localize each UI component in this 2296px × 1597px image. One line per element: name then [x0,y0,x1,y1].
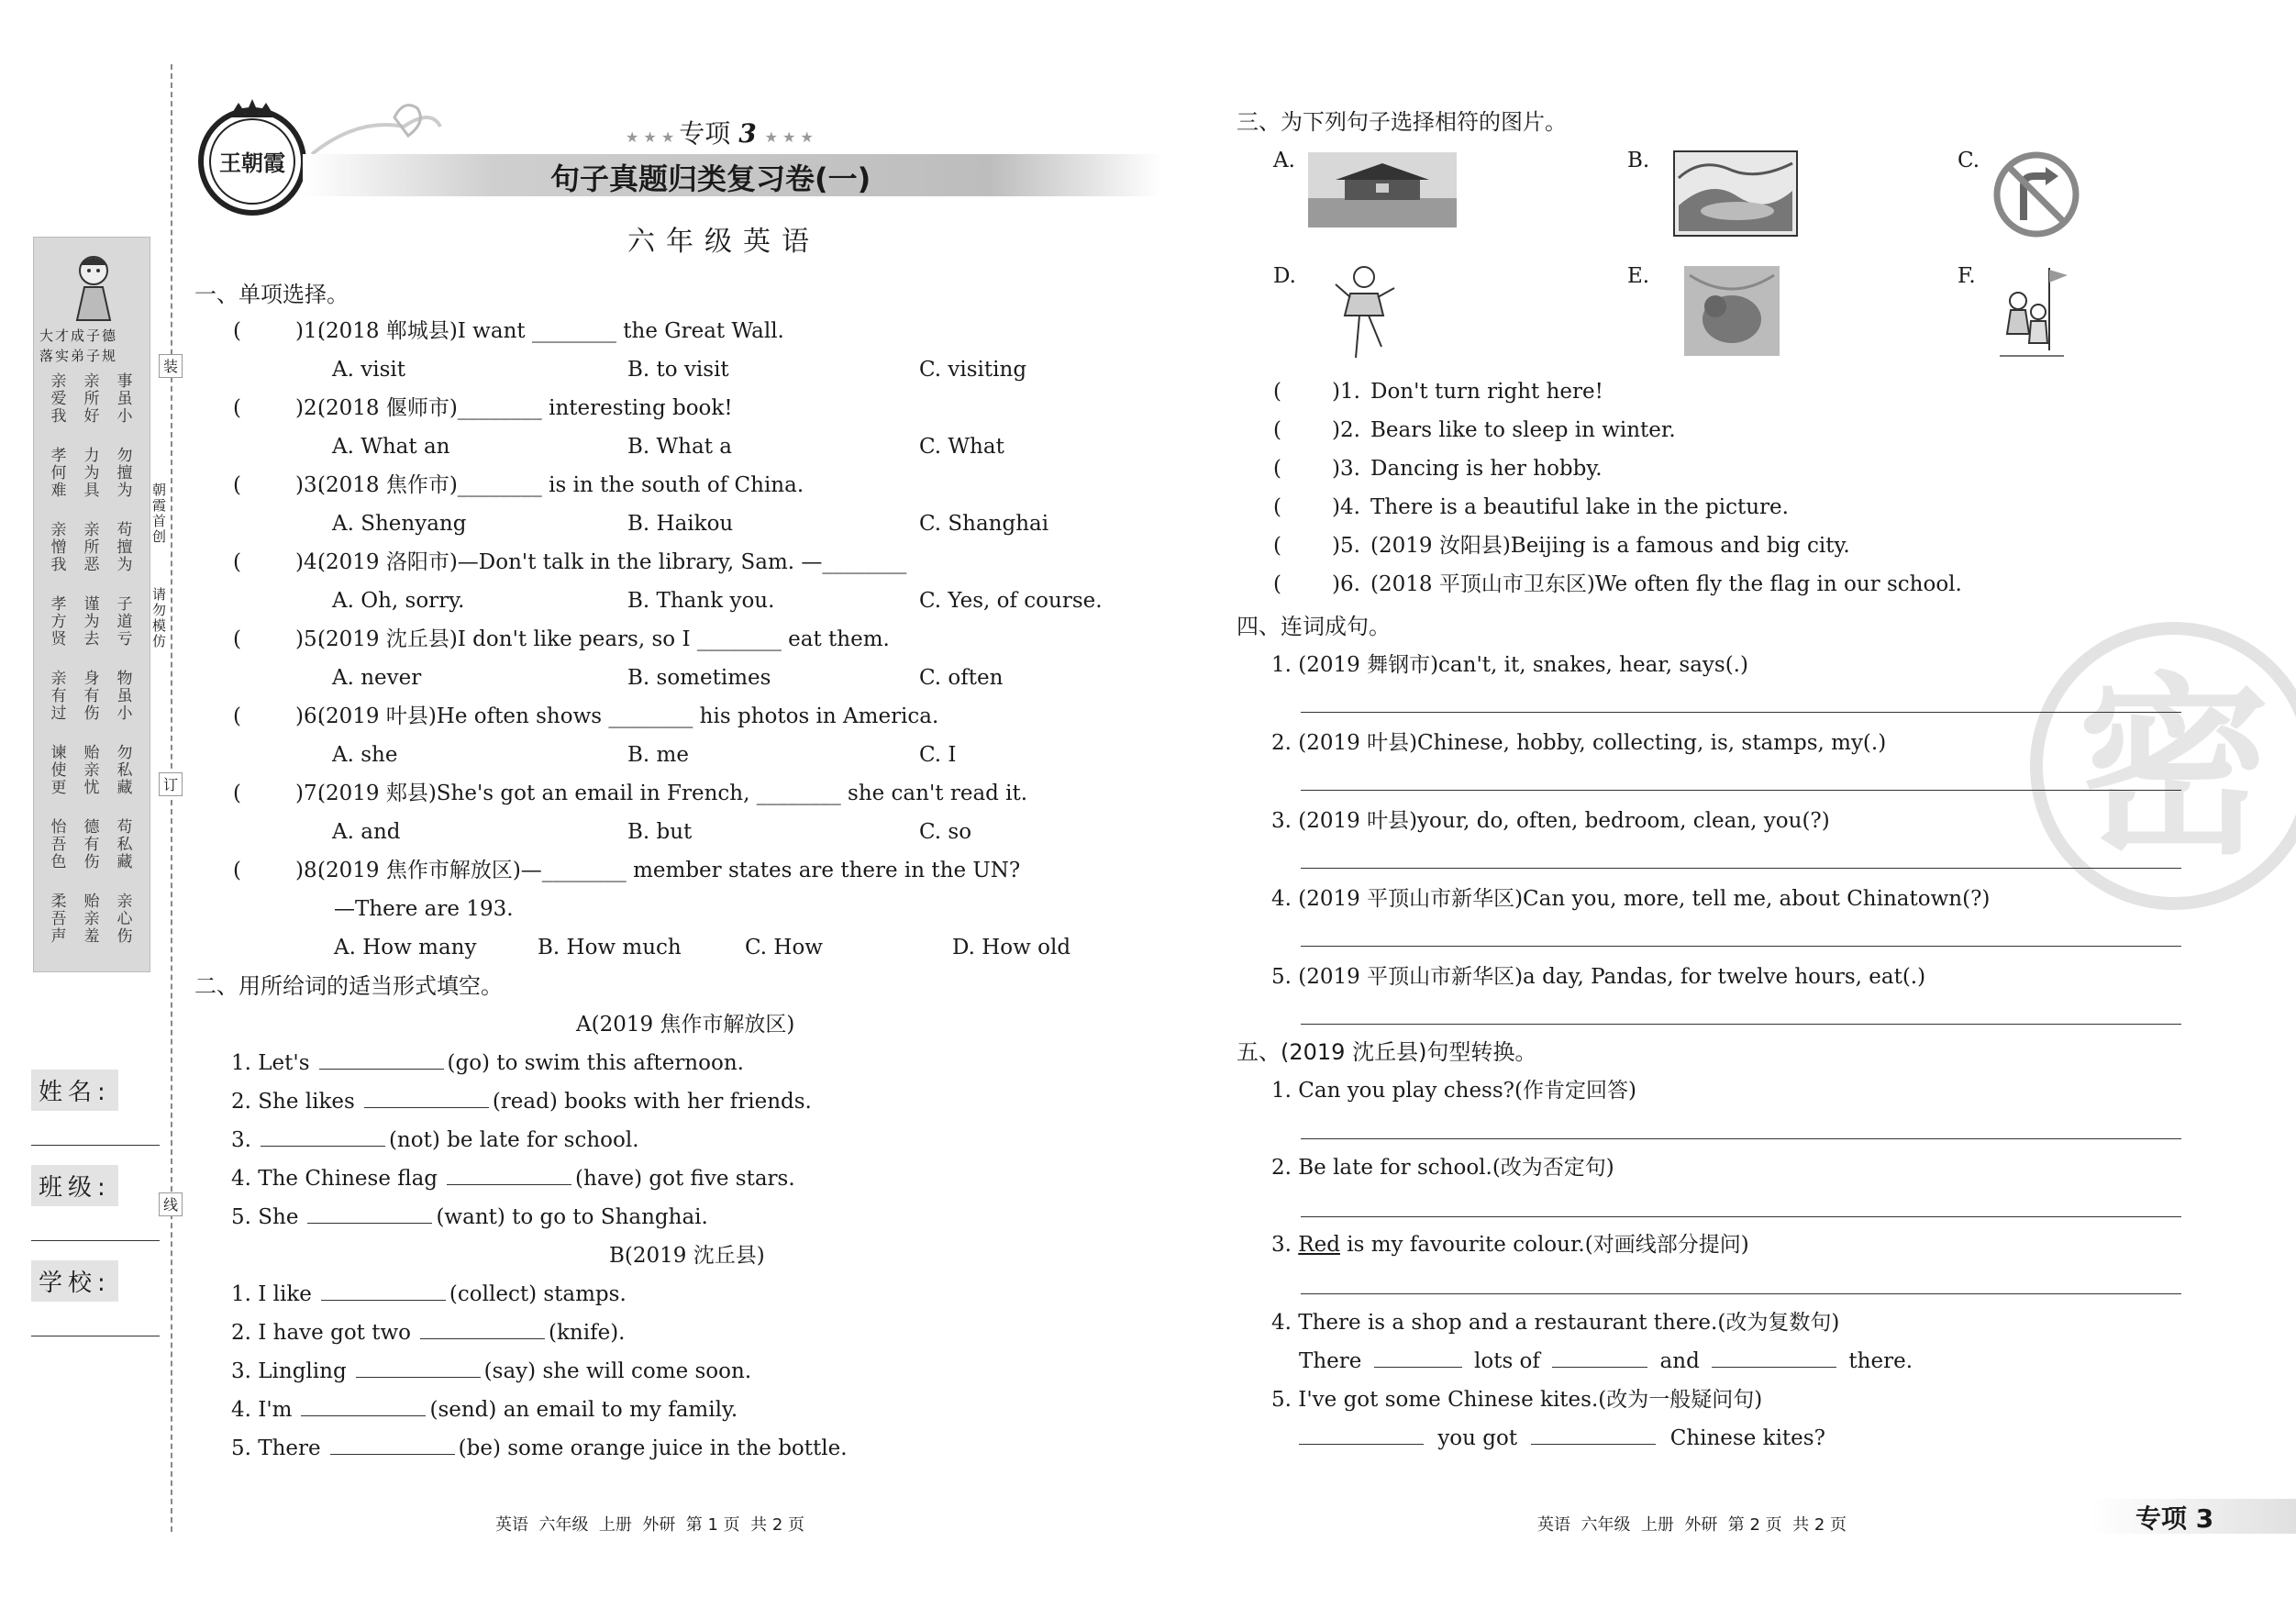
answer-paren[interactable]: ( [233,627,241,651]
page-title: 句子真题归类复习卷(一) [550,161,871,196]
answer-paren[interactable]: ( [1273,495,1281,519]
question-text: (2019 郏县)She's got an email in French, ________ she can't read it. [317,782,1028,805]
fill-blank[interactable] [321,1300,446,1301]
question-number: )1. [295,319,324,343]
option[interactable]: B. How much [538,936,682,959]
poem-column: 子道亏 [116,595,133,649]
poem-column: 亲憎我 [50,521,67,574]
option[interactable]: A. What an [332,435,450,459]
section1-heading: 一、单项选择。 [194,282,349,307]
fill-blank-item [231,1049,744,1077]
section5-q2-answer-line[interactable] [1301,1216,2181,1217]
poem-column: 孝何难 [50,447,67,500]
fill-post: (have) got five stars. [575,1167,795,1191]
picture-letter-d: D. [1273,264,1296,288]
warn-text: 朝霞首创 [152,482,167,545]
poem-column: 德有伤 [83,818,100,871]
question-text: (2018 偃师市)________ interesting book! [317,396,733,420]
fill-blank-item [231,1435,848,1462]
answer-paren[interactable]: ( [1273,418,1281,442]
sidebar-panel [33,237,150,972]
poem-column: 亲爱我 [50,372,67,426]
word-order-item: 2. (2019 叶县)Chinese, hobby, collecting, is, stamps, my(.) [1271,731,1887,755]
answer-paren[interactable]: ( [233,782,241,805]
picture-letter-c: C. [1958,149,1980,172]
q4-word-2: lots of [1474,1349,1540,1373]
question-number: )4. [1332,495,1360,519]
fill-pre: 4. The Chinese flag [231,1167,438,1191]
tiananmen-photo-icon [1308,152,1457,227]
fill-post: (go) to swim this afternoon. [447,1051,744,1075]
option[interactable]: A. and [332,820,401,844]
section5-q3-rest: is my favourite colour.(对画线部分提问) [1347,1233,1749,1257]
question-number: )5. [1332,534,1360,558]
question-number: )8. [295,859,324,882]
fill-blank[interactable] [330,1454,455,1455]
q4-blank-3[interactable] [1712,1367,1836,1368]
option[interactable]: C. visiting [919,358,1027,382]
word-order-item: 5. (2019 平顶山市新华区)a day, Pandas, for twelve hours, eat(.) [1271,965,1926,989]
section2-heading: 二、用所给词的适当形式填空。 [194,973,503,999]
section5-q5-answer [1299,1425,1825,1452]
poem-column: 事虽小 [116,372,133,426]
fill-blank[interactable] [356,1377,481,1378]
poem-column: 勿私藏 [116,744,133,797]
fill-blank-item [231,1203,708,1231]
q4-blank-2[interactable] [1552,1367,1647,1368]
school-label: 学校: [31,1260,118,1302]
option[interactable]: C. What [919,435,1004,459]
answer-paren[interactable]: ( [233,704,241,728]
cut-mark-3: 线 [159,1192,183,1216]
fill-pre: 2. I have got two [231,1321,411,1345]
word-order-answer-line[interactable] [1301,946,2181,947]
answer-paren[interactable]: ( [233,396,241,420]
secret-watermark [2018,615,2296,917]
answer-paren[interactable]: ( [1273,380,1281,404]
option[interactable]: C. How [745,936,823,959]
section5-q3-underlined: Red [1298,1233,1340,1257]
fill-pre: 5. There [231,1436,321,1460]
fill-blank-item [231,1088,812,1115]
question-number: )6. [1332,572,1360,596]
question-text: (2019 汝阳县)Beijing is a famous and big city. [1370,534,1850,558]
fill-post: (be) some orange juice in the bottle. [458,1436,848,1460]
question-number: )5. [295,627,324,651]
option[interactable]: A. Oh, sorry. [332,589,465,613]
fill-pre: 2. She likes [231,1090,355,1114]
section5-q3-answer-line[interactable] [1301,1293,2181,1294]
question-number: )7. [295,782,324,805]
poem-column: 谏使更 [50,744,67,797]
picture-letter-e: E. [1627,264,1650,288]
sleeping-bear-icon [1684,266,1780,356]
q5-word-1: you got [1437,1426,1518,1450]
question-text: (2018 平顶山市卫东区)We often fly the flag in our school. [1370,572,1962,596]
fill-post: (not) be late for school. [388,1128,639,1152]
question-text: (2018 焦作市)________ is in the south of China. [317,473,804,497]
fill-pre: 5. She [231,1205,299,1229]
poem-column: 苟擅为 [116,521,133,574]
fill-post: (collect) stamps. [449,1282,627,1306]
question-text: Don't turn right here! [1370,380,1603,404]
poem-column: 贻亲羞 [83,893,100,946]
question-text: Bears like to sleep in winter. [1370,418,1676,442]
fill-blank-item [231,1126,639,1154]
dancing-girl-icon [1330,262,1398,363]
footer-left: 英语 六年级 上册 外研 第 1 页 共 2 页 [495,1515,805,1535]
option[interactable]: A. never [332,666,422,690]
fill-post: (read) books with her friends. [492,1090,812,1114]
picture-letter-b: B. [1627,149,1650,172]
word-order-item: 1. (2019 舞钢市)can't, it, snakes, hear, says(.) [1271,653,1748,677]
question-text: (2019 焦作市解放区)—________ member states are there in the UN? [317,859,1021,882]
poem-column: 亲所恶 [83,521,100,574]
section5-q3-num: 3. [1271,1233,1292,1257]
svg-text:密: 密 [2077,656,2271,881]
q4-blank-1[interactable] [1374,1367,1462,1368]
answer-paren[interactable]: ( [233,859,241,882]
poem-column: 怡吾色 [50,818,67,871]
option[interactable]: B. Haikou [627,512,734,536]
fill-pre: 1. I like [231,1282,312,1306]
question-text: (2019 洛阳市)—Don't talk in the library, Sam. —________ [317,550,907,574]
lake-photo-icon [1673,150,1798,237]
svg-text:王朝霞: 王朝霞 [219,150,285,176]
section5-q1: 1. Can you play chess?(作肯定回答) [1271,1079,1636,1103]
word-order-answer-line[interactable] [1301,868,2181,869]
fill-post: (want) to go to Shanghai. [436,1205,708,1229]
fill-blank-item [231,1165,795,1192]
fill-blank[interactable] [364,1107,489,1108]
poem-column: 柔吾声 [50,893,67,946]
question-number: )3. [1332,457,1360,481]
q5-blank-1[interactable] [1299,1444,1424,1445]
option[interactable]: A. How many [334,936,477,959]
word-order-answer-line[interactable] [1301,790,2181,791]
option[interactable]: C. I [919,743,957,767]
question-text-2: —There are 193. [334,897,514,921]
class-field[interactable] [31,1240,160,1241]
option[interactable]: D. How old [952,936,1071,959]
fill-pre: 4. I'm [231,1398,293,1422]
fill-pre: 3. Lingling [231,1359,347,1383]
fill-post: (knife). [549,1321,626,1345]
poem-column: 勿擅为 [116,447,133,500]
fill-post: (say) she will come soon. [483,1359,752,1383]
word-order-answer-line[interactable] [1301,712,2181,713]
option[interactable]: C. Shanghai [919,512,1049,536]
fill-blank[interactable] [301,1415,426,1416]
fill-pre: 1. Let's [231,1051,310,1075]
no-right-turn-sign-icon [1992,150,2080,238]
question-number: )2. [295,396,324,420]
fill-blank[interactable] [319,1069,444,1070]
cut-mark-2: 订 [159,772,183,796]
fill-blank-item [231,1319,626,1347]
section4-heading: 四、连词成句。 [1237,614,1391,639]
section5-heading: 五、(2019 沈丘县)句型转换。 [1237,1039,1537,1065]
series-label: ★ ★ ★ 专项 3 ★ ★ ★ [626,118,814,149]
poem-column: 物虽小 [116,670,133,723]
fill-blank-item [231,1281,627,1308]
fill-blank-item [231,1396,738,1424]
fill-blank-item [231,1358,751,1385]
option[interactable]: C. Yes, of course. [919,589,1103,613]
fill-blank[interactable] [447,1184,571,1185]
poem-column: 谨为去 [83,595,100,649]
question-number: )4. [295,550,324,574]
option[interactable]: A. Shenyang [332,512,467,536]
question-number: )2. [1332,418,1360,442]
page-subtitle: 六年级英语 [627,226,820,258]
q5-blank-2[interactable] [1531,1444,1656,1445]
section5-q5: 5. I've got some Chinese kites.(改为一般疑问句) [1271,1388,1763,1412]
picture-letter-f: F. [1958,264,1976,288]
answer-paren[interactable]: ( [233,550,241,574]
footer-right: 英语 六年级 上册 外研 第 2 页 共 2 页 [1537,1515,1847,1535]
answer-paren[interactable]: ( [233,319,241,343]
question-text: (2019 沈丘县)I don't like pears, so I ________ eat them. [317,627,890,651]
question-number: )3. [295,473,324,497]
warn-text-2: 请勿模仿 [152,586,167,649]
motto-line-2: 落实弟子规 [39,348,118,364]
fill-blank[interactable] [307,1223,432,1224]
section5-q4-answer [1299,1347,1913,1375]
answer-paren[interactable]: ( [233,473,241,497]
option[interactable]: B. What a [627,435,732,459]
q5-word-2: Chinese kites? [1669,1426,1825,1450]
answer-paren[interactable]: ( [1273,457,1281,481]
question-text: Dancing is her hobby. [1370,457,1603,481]
q4-word-1: There [1299,1349,1362,1373]
name-label: 姓名: [31,1070,118,1111]
section2-partB-title: B(2019 沈丘县) [609,1244,765,1268]
poem-column: 亲所好 [83,372,100,426]
fill-blank[interactable] [261,1146,385,1147]
q4-word-3: and [1659,1349,1700,1373]
poem-column: 力为具 [83,447,100,500]
option[interactable]: B. me [627,743,689,767]
footer-tag: 专项 3 [2135,1503,2214,1534]
poem-column: 苟私藏 [116,818,133,871]
motto-line-1: 大才成子德 [39,327,118,344]
option[interactable]: B. but [627,820,693,844]
question-text: (2018 郸城县)I want ________ the Great Wall. [317,319,784,343]
class-label: 班级: [31,1165,118,1206]
poem-column: 身有伤 [83,670,100,723]
word-order-answer-line[interactable] [1301,1024,2181,1025]
fill-post: (send) an email to my family. [429,1398,738,1422]
option[interactable]: C. often [919,666,1004,690]
option[interactable]: B. sometimes [627,666,771,690]
question-number: )1. [1332,380,1360,404]
cut-mark-1: 装 [159,354,183,378]
option[interactable]: A. visit [332,358,405,382]
section5-q2: 2. Be late for school.(改为否定句) [1271,1156,1614,1180]
poem-column: 亲心伤 [116,893,133,946]
name-field[interactable] [31,1145,160,1146]
question-number: )6. [295,704,324,728]
answer-paren[interactable]: ( [1273,534,1281,558]
student-figure-icon [64,249,123,322]
option[interactable]: A. she [332,743,398,767]
kids-with-flag-icon [1994,264,2069,360]
fill-blank[interactable] [420,1338,545,1339]
fill-pre: 3. [231,1128,251,1152]
section5-q4: 4. There is a shop and a restaurant there.(改为复数句) [1271,1311,1840,1335]
poem-column: 贻亲忧 [83,744,100,797]
section5-q1-answer-line[interactable] [1301,1138,2181,1139]
word-order-item: 3. (2019 叶县)your, do, often, bedroom, clean, you(?) [1271,809,1830,833]
q4-word-4: there. [1848,1349,1913,1373]
question-text: There is a beautiful lake in the picture. [1370,495,1789,519]
option[interactable]: B. to visit [627,358,729,382]
answer-paren[interactable]: ( [1273,572,1281,596]
poem-column: 亲有过 [50,670,67,723]
option[interactable]: B. Thank you. [627,589,775,613]
logo-emblem [193,99,312,218]
section3-heading: 三、为下列句子选择相符的图片。 [1237,109,1567,135]
section5-q3 [1271,1231,1749,1259]
word-order-item: 4. (2019 平顶山市新华区)Can you, more, tell me, about Chinatown(?) [1271,887,1991,911]
picture-letter-a: A. [1273,149,1295,172]
poem-column: 孝方贤 [50,595,67,649]
option[interactable]: C. so [919,820,972,844]
question-text: (2019 叶县)He often shows ________ his photos in America. [317,704,939,728]
binding-dashed-line [171,64,172,1532]
section2-partA-title: A(2019 焦作市解放区) [576,1013,795,1037]
